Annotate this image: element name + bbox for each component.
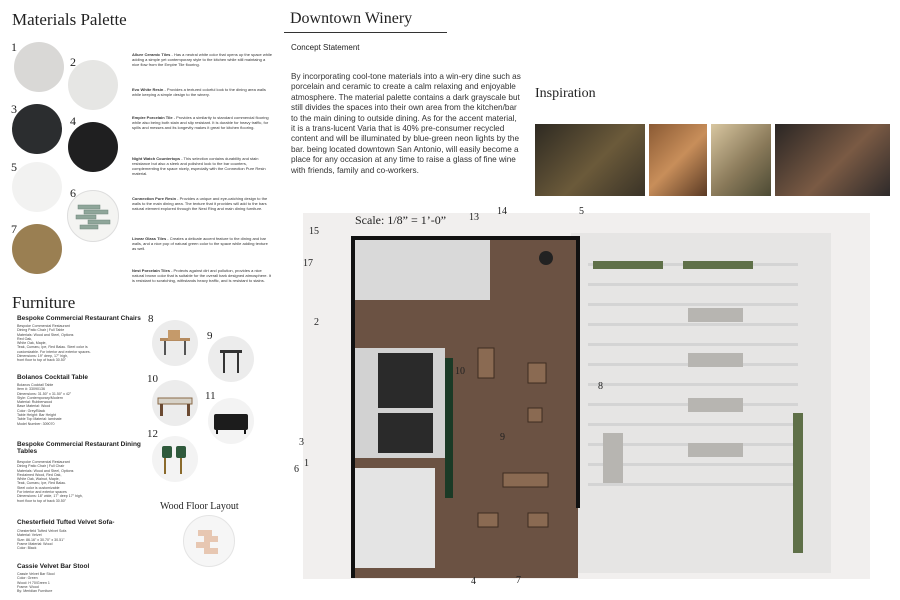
material-desc: Evo White Resin - Provides a textured colorful look to the dining area walls while keeping a simple design to the winery. xyxy=(132,87,266,97)
plan-label: 7 xyxy=(516,575,521,586)
swatch-number: 3 xyxy=(11,102,17,116)
material-desc: Empire Porcelain Tile - Provides a similarity to standard commercial flooring while also being both stain and slip resistant. It is durable for heavy traffic, for spills and messes and its longevity makes it great for kitchen flooring. xyxy=(132,115,269,130)
floorplan xyxy=(303,213,870,579)
inspiration-title: Inspiration xyxy=(535,86,596,101)
furniture-item-title: Bespoke Commercial Restaurant Chairs xyxy=(17,315,141,322)
swatch-night-watch xyxy=(68,122,118,172)
material-desc: Linear Glass Tiles - Creates a delicate accent feature to the dining and bar walls, and a nice pop of natural green color to the space while adding texture as well. xyxy=(132,236,268,251)
title-underline xyxy=(284,32,447,33)
furniture-title: Furniture xyxy=(12,293,76,312)
furniture-item-title: Chesterfield Tufted Velvet Sofa- xyxy=(17,519,115,526)
bar-stool-image xyxy=(152,436,198,482)
furniture-item-desc: Bespoke Commercial Restaurant Dining Patio Chair | Full Chair Materials: Wood and Steel, Options Reclaimed Wood, Red Oak, White Oak, Walnut, Maple, Teak, Cumaru, Ipe, Red Balau. Steel color is customizable For interior and exterior spaces Dimensions: 18" wide, 17" deep 17" high, front floor to top of back 30.50" xyxy=(17,460,83,503)
furniture-number: 12 xyxy=(147,428,158,440)
winery-title: Downtown Winery xyxy=(290,10,413,27)
wood-floor-diagram xyxy=(183,515,235,567)
swatch-connection-pure xyxy=(12,162,62,212)
furniture-number: 10 xyxy=(147,373,158,385)
chairs-image xyxy=(152,320,198,366)
material-desc: Connection Pure Resin - Provides a unique and eye-catching design to the walls to the main dining area. The texture that it provides will add to the bars natural element explored through the Nest Ring and main dining furniture. xyxy=(132,196,268,211)
inspiration-photo-2 xyxy=(649,124,707,196)
material-desc: Night Watch Countertops - This selection contains durability and stain resistance but also a sleek and polished look to the bar counters, complementing the space nicely, especially with the Connection Pure Resin material. xyxy=(132,156,266,176)
plan-label: 1 xyxy=(304,458,309,469)
furniture-item-desc: Bolanos Cocktail Table Item #: 33090136 Dimensions: 31.50" x 31.50" x 42" Style: Contemporary/Modern Material: Rubberwood Base Material: Wood Color: Grey/Black Table Height: Bar Height Table Top Material: laminate Model Number: 309070 xyxy=(17,383,72,426)
furniture-number: 9 xyxy=(207,330,213,342)
dining-table-image xyxy=(152,380,198,426)
materials-title: Materials Palette xyxy=(12,10,127,29)
plan-label: 13 xyxy=(469,212,479,223)
concept-heading: Concept Statement xyxy=(291,43,360,52)
swatch-evo-white xyxy=(68,60,118,110)
plan-label: 10 xyxy=(455,366,465,377)
furniture-number: 8 xyxy=(148,313,154,325)
inspiration-photo-3 xyxy=(711,124,771,196)
swatch-number: 4 xyxy=(70,114,76,128)
swatch-allure-ceramic xyxy=(14,42,64,92)
swatch-number: 2 xyxy=(70,55,76,69)
plan-label: 14 xyxy=(497,206,507,217)
swatch-number: 7 xyxy=(11,222,17,236)
plan-label: 8 xyxy=(598,381,603,392)
furniture-item-desc: Bespoke Commercial Restaurant Dining Patio Chair | Full Table Materials: Wood and Steel, Options Red Oak, White Oak, Maple, Teak, Cumaru, Ipe, Red Balau. Steel color is customizable. For interior and exterior spaces. Dimensions: 19" deep, 17" high, front floor to top of back 30.50" xyxy=(17,324,91,363)
plan-label: 17 xyxy=(303,258,313,269)
inspiration-photo-4 xyxy=(775,124,890,196)
swatch-number: 1 xyxy=(11,40,17,54)
plan-label: 6 xyxy=(294,464,299,475)
material-desc: Allure Ceramic Tiles - Has a neutral white color that opens up the space while adding a simple yet contemporary style to the kitchen while still maintaing a nice flow from the Empire Tile flooring. xyxy=(132,52,273,67)
swatch-number: 6 xyxy=(70,186,76,200)
plan-label: 9 xyxy=(500,432,505,443)
plan-label: 3 xyxy=(299,437,304,448)
scale-label: Scale: 1/8” = 1’-0” xyxy=(355,213,447,227)
swatch-number: 5 xyxy=(11,160,17,174)
plan-label: 4 xyxy=(471,576,476,587)
furniture-item-title: Bolanos Cocktail Table xyxy=(17,374,89,381)
swatch-empire-porcelain xyxy=(12,104,62,154)
inspiration-photo-1 xyxy=(535,124,645,196)
cocktail-table-image xyxy=(208,336,254,382)
swatch-linear-glass xyxy=(67,190,119,242)
furniture-item-desc: Cassie Velvet Bar Stool Color: Green Wood: H 70/Green 1 Frame: Wood By: Meridian Furniture xyxy=(17,572,55,594)
material-desc: Nest Porcelain Tiles - Protects against dirt and pollution, provides a nice natural brown color that is suitable for the overall bark designed atmosphere. It is resistant to scratching, withstands heavy traffic, and is resistant to stains. xyxy=(132,268,271,283)
plan-label: 15 xyxy=(309,226,319,237)
furniture-item-desc: Chesterfield Tufted Velvet Sofa Material: Velvet Size: 86.16" x 30.70" x 30.51" Frame Material: Wood Color: Black xyxy=(17,529,67,551)
swatch-nest-porcelain xyxy=(12,224,62,274)
plan-label: 2 xyxy=(314,317,319,328)
wood-floor-title: Wood Floor Layout xyxy=(160,501,239,512)
furniture-number: 11 xyxy=(205,390,216,402)
plan-label: 5 xyxy=(579,206,584,217)
sofa-image xyxy=(208,398,254,444)
furniture-item-title: Cassie Velvet Bar Stool xyxy=(17,563,90,570)
concept-body: By incorporating cool-tone materials into a win-ery dine such as porcelain and ceramic to create a calm relaxing and enjoyable atmosphere. The material palette contains a dark grayscale but still divides the spaces into their own area from the kitchen/bar to the main dining to outside dining. As for the accent material, it is a trans-lucent Varia that is 40% pre-consumer recycled content and will be illuminated by blue-green neon lights by the bar. being located downtown San Antonio, will easily become a place for any occasion at any time to raise a glass of fine wine with friends, family and co-workers. xyxy=(291,72,521,175)
furniture-item-title: Bespoke Commercial Restaurant Dining Tables xyxy=(17,441,141,455)
